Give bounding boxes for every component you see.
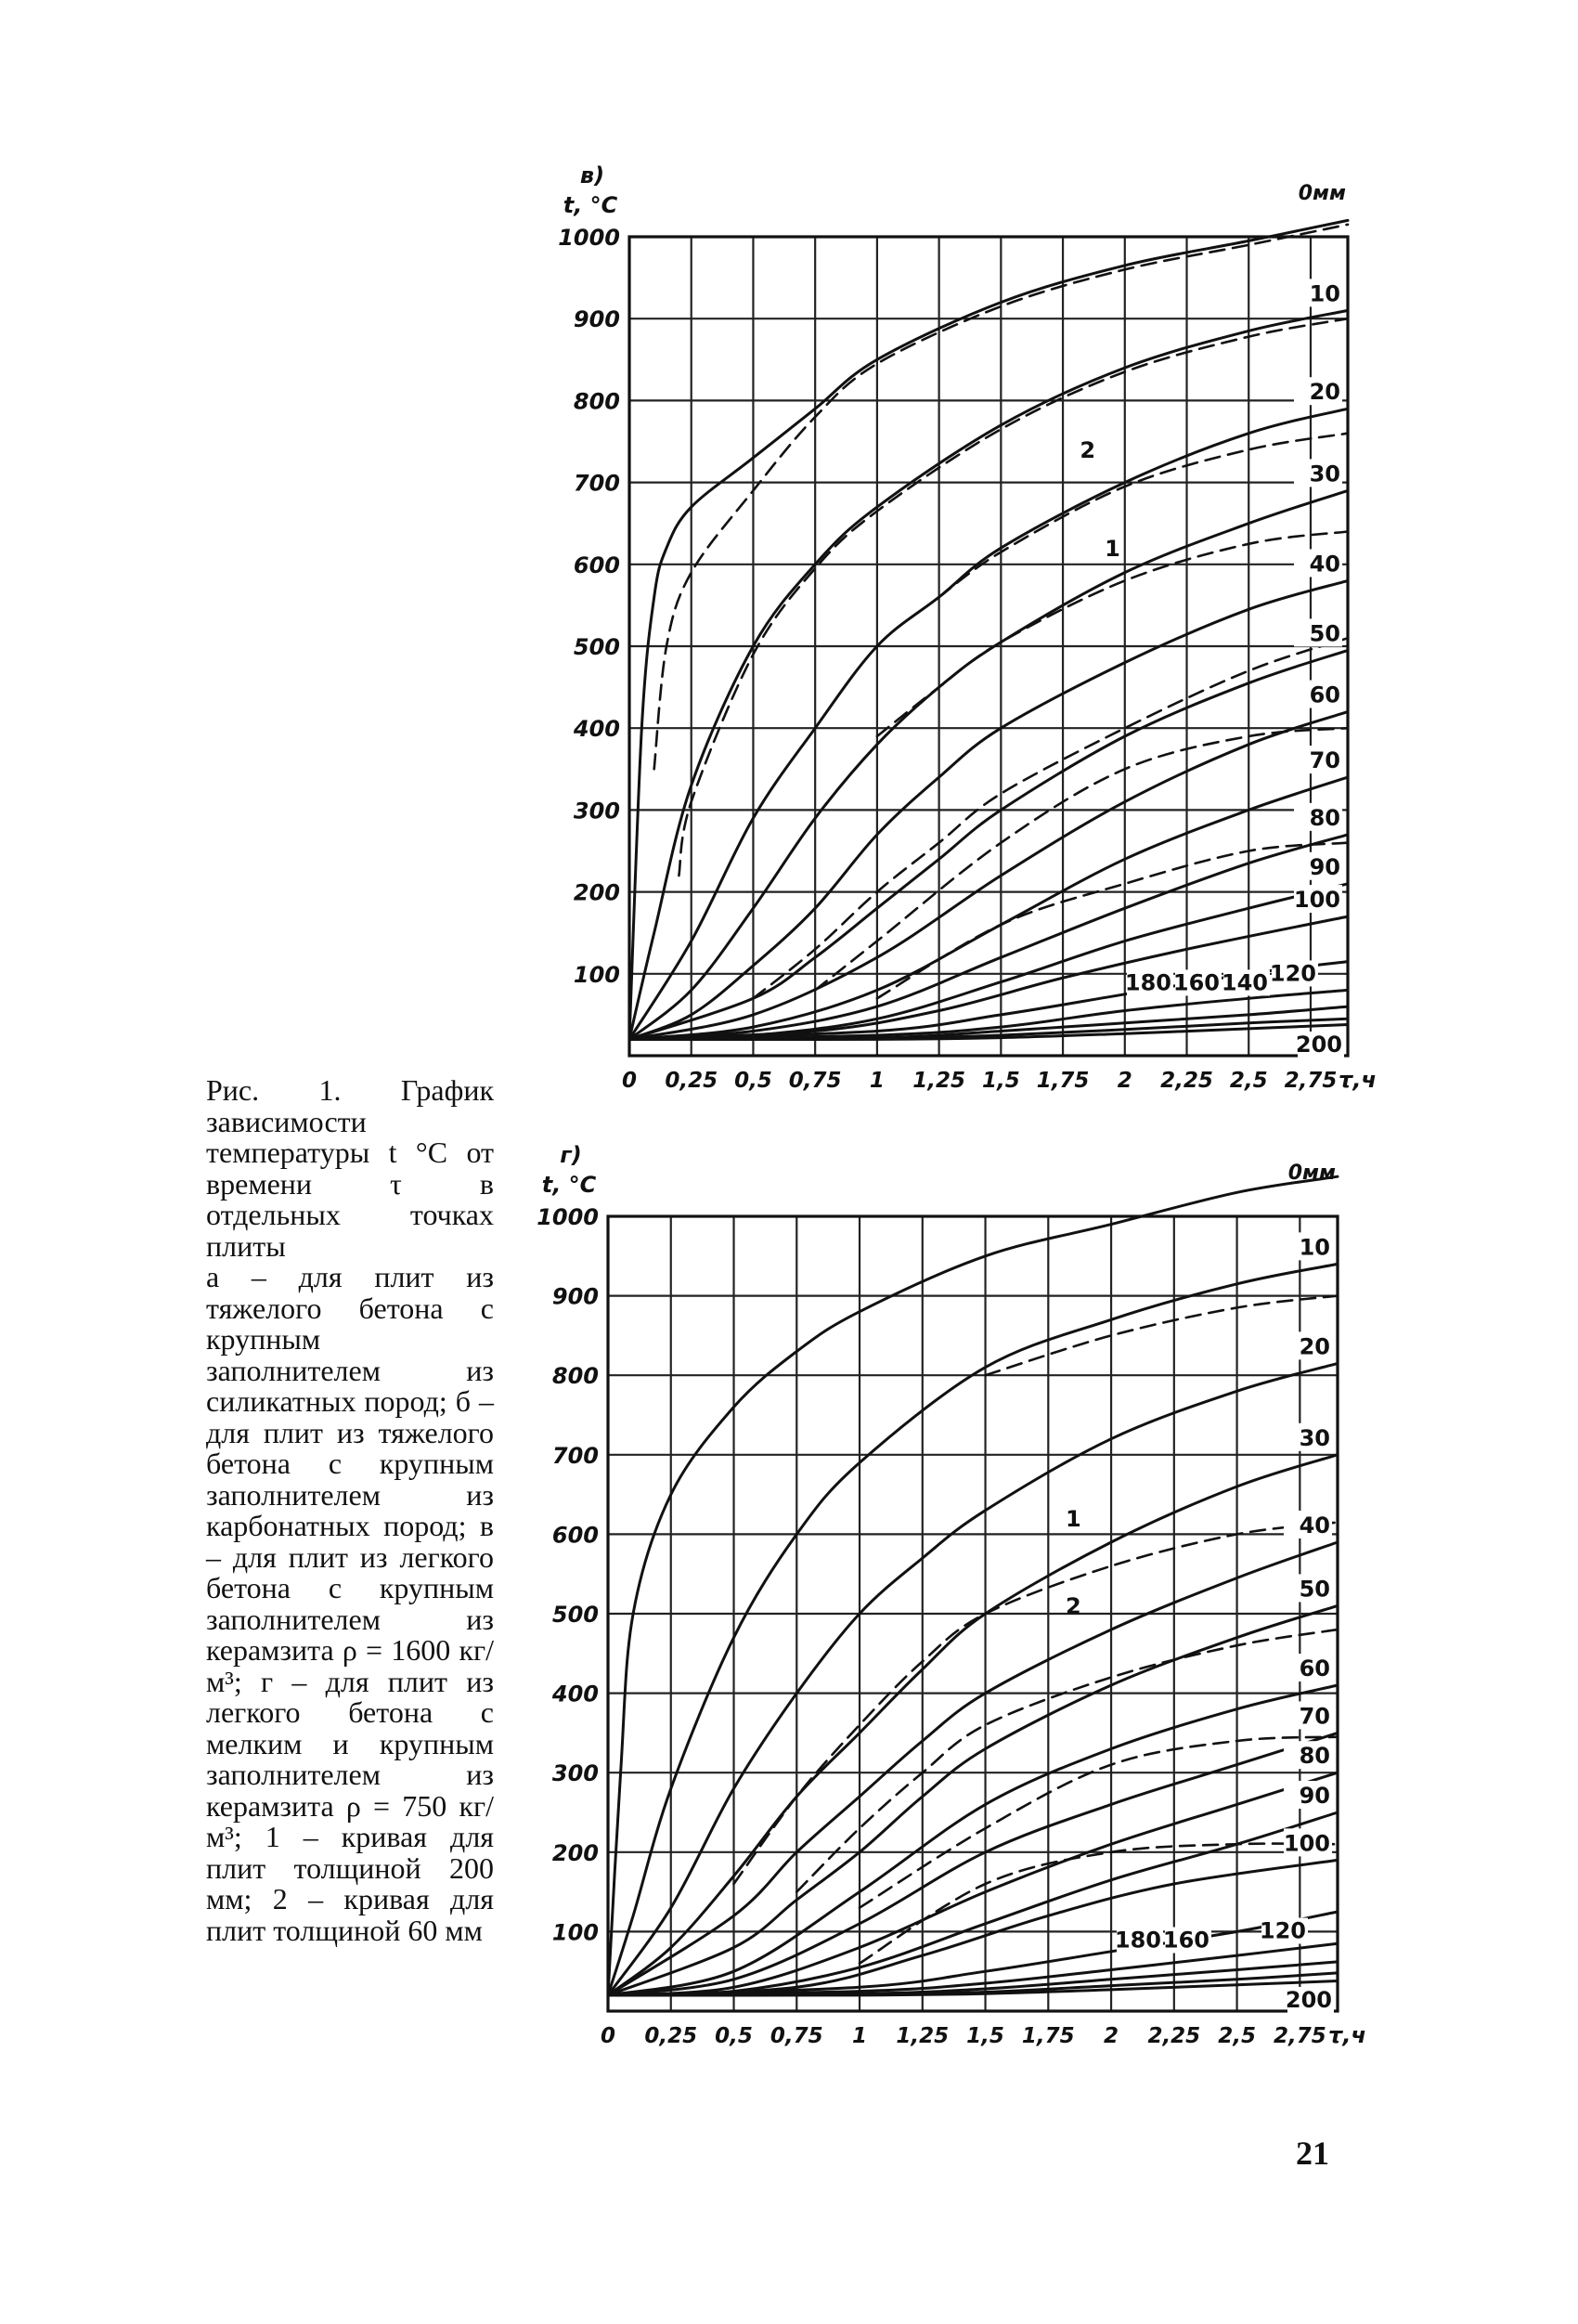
figure-caption	[206, 1075, 494, 1946]
x-tick-label: 2,5	[1218, 2024, 1256, 2048]
y-tick-label: 400	[551, 1681, 599, 1707]
y-tick-label: 900	[573, 306, 620, 333]
series-label-30: 30	[1309, 461, 1340, 487]
x-tick-label: 1,5	[981, 1069, 1020, 1093]
y-tick-label: 200	[573, 879, 620, 906]
y-tick-label: 800	[573, 388, 620, 415]
y-tick-label: 900	[551, 1283, 599, 1310]
y-tick-label: 600	[551, 1522, 599, 1549]
x-tick-label: 2,75	[1284, 1069, 1338, 1093]
y-tick-label: 300	[573, 798, 620, 824]
y-tick-label: 1000	[537, 1204, 599, 1230]
x-axis-label: τ,ч	[1328, 2022, 1366, 2048]
series-label-70: 70	[1309, 747, 1340, 774]
y-tick-label: 100	[573, 961, 620, 988]
x-tick-label: 2	[1117, 1069, 1132, 1093]
series-line-0	[608, 1176, 1338, 1995]
x-tick-label: 1	[869, 1069, 885, 1093]
series-line-10	[608, 1264, 1338, 1994]
series-label-140: 140	[1221, 969, 1268, 996]
series-label-160: 160	[1172, 969, 1220, 996]
grid	[608, 1216, 1338, 2011]
y-tick-label: 200	[551, 1839, 599, 1866]
series-label-90: 90	[1309, 853, 1340, 880]
annotation-curve-1: 1	[1066, 1505, 1081, 1532]
series-label-100: 100	[1283, 1830, 1330, 1857]
series-label-30: 30	[1299, 1424, 1330, 1451]
x-tick-label: 0	[600, 2024, 616, 2048]
x-tick-label: 0,75	[770, 2024, 823, 2048]
page-number: 21	[1296, 2135, 1329, 2172]
x-tick-label: 2	[1104, 2024, 1119, 2048]
y-tick-label: 600	[573, 552, 620, 578]
x-tick-label: 1,75	[1021, 2024, 1075, 2048]
annotation-curve-2: 2	[1066, 1593, 1081, 1619]
series-label-60: 60	[1299, 1655, 1330, 1682]
series-label-160: 160	[1162, 1927, 1209, 1954]
series-label-20: 20	[1309, 379, 1340, 406]
x-tick-label: 0	[621, 1069, 638, 1093]
x-tick-label: 2,25	[1147, 2024, 1201, 2048]
y-axis-label: t, °C	[541, 1172, 597, 1198]
x-tick-label: 2,5	[1229, 1069, 1268, 1093]
series-label-top: 0мм	[1287, 1162, 1336, 1185]
x-tick-label: 2,25	[1160, 1069, 1213, 1093]
series-line-50	[608, 1605, 1338, 1994]
series-label-120: 120	[1259, 1917, 1306, 1944]
series-label-200: 200	[1285, 1987, 1332, 2013]
series-label-180: 180	[1124, 969, 1171, 996]
y-tick-label: 500	[551, 1602, 599, 1628]
caption-title: Рис. 1. График зависимости температуры t °С от времени τ в отдельных точках плиты	[206, 1073, 494, 1263]
panel-label: г)	[560, 1142, 582, 1168]
series-line-80	[608, 1772, 1338, 1995]
series-line-20	[608, 1363, 1338, 1994]
panel-label: в)	[579, 162, 605, 188]
y-tick-label: 800	[551, 1363, 599, 1390]
series-label-10: 10	[1299, 1234, 1330, 1261]
series-label-top: 0мм	[1298, 182, 1346, 205]
series-label-80: 80	[1299, 1743, 1330, 1770]
y-tick-label: 1000	[558, 225, 620, 251]
x-tick-label: 1	[852, 2024, 868, 2048]
series-label-80: 80	[1309, 804, 1340, 831]
x-tick-label: 1,5	[966, 2024, 1004, 2048]
series-label-50: 50	[1309, 620, 1340, 647]
y-axis-label: t, °C	[563, 192, 618, 218]
series-label-200: 200	[1295, 1032, 1342, 1058]
x-tick-label: 0,25	[644, 2024, 698, 2048]
x-tick-label: 1,75	[1036, 1069, 1090, 1093]
annotation-curve-2: 2	[1080, 437, 1096, 464]
x-tick-label: 0,5	[734, 1069, 772, 1093]
series-label-120: 120	[1269, 960, 1316, 987]
caption-body: а – для плит из тяжелого бетона с крупным заполнителем из силикатных пород; б – для плит из тяжелого бетона с крупным заполнителем из карбонатных пород; в – для плит из легкого бетона с крупным заполнителем из керамзита ρ = 1600 кг/м³; г – для плит из легкого бетона с мелким и крупным заполнителем из керамзита ρ = 750 кг/м³; 1 – кривая для плит толщиной 200 мм; 2 – кривая для плит толщиной 60 мм	[206, 1260, 494, 1947]
series-label-40: 40	[1299, 1512, 1330, 1539]
series-line-90	[608, 1812, 1338, 1995]
series-label-40: 40	[1309, 551, 1340, 578]
y-tick-label: 300	[551, 1760, 599, 1787]
x-axis-label: τ,ч	[1339, 1067, 1377, 1093]
x-tick-label: 0,5	[715, 2024, 753, 2048]
series-label-100: 100	[1293, 887, 1340, 914]
series-label-180: 180	[1114, 1927, 1161, 1954]
series-label-10: 10	[1309, 280, 1340, 307]
y-tick-label: 400	[573, 716, 620, 743]
x-tick-label: 1,25	[896, 2024, 950, 2048]
series-label-90: 90	[1299, 1783, 1330, 1809]
y-tick-label: 500	[573, 634, 620, 660]
series-label-50: 50	[1299, 1576, 1330, 1603]
x-tick-label: 1,25	[912, 1069, 965, 1093]
series-label-20: 20	[1299, 1333, 1330, 1360]
y-tick-label: 700	[573, 470, 620, 497]
y-tick-label: 100	[551, 1919, 599, 1946]
y-tick-label: 700	[551, 1442, 599, 1469]
series-label-60: 60	[1309, 682, 1340, 708]
series-label-70: 70	[1299, 1703, 1330, 1730]
annotation-curve-1: 1	[1105, 535, 1120, 562]
x-tick-label: 0,25	[665, 1069, 718, 1093]
x-tick-label: 0,75	[788, 1069, 842, 1093]
series-group	[608, 1176, 1338, 1995]
x-tick-label: 2,75	[1273, 2024, 1326, 2048]
